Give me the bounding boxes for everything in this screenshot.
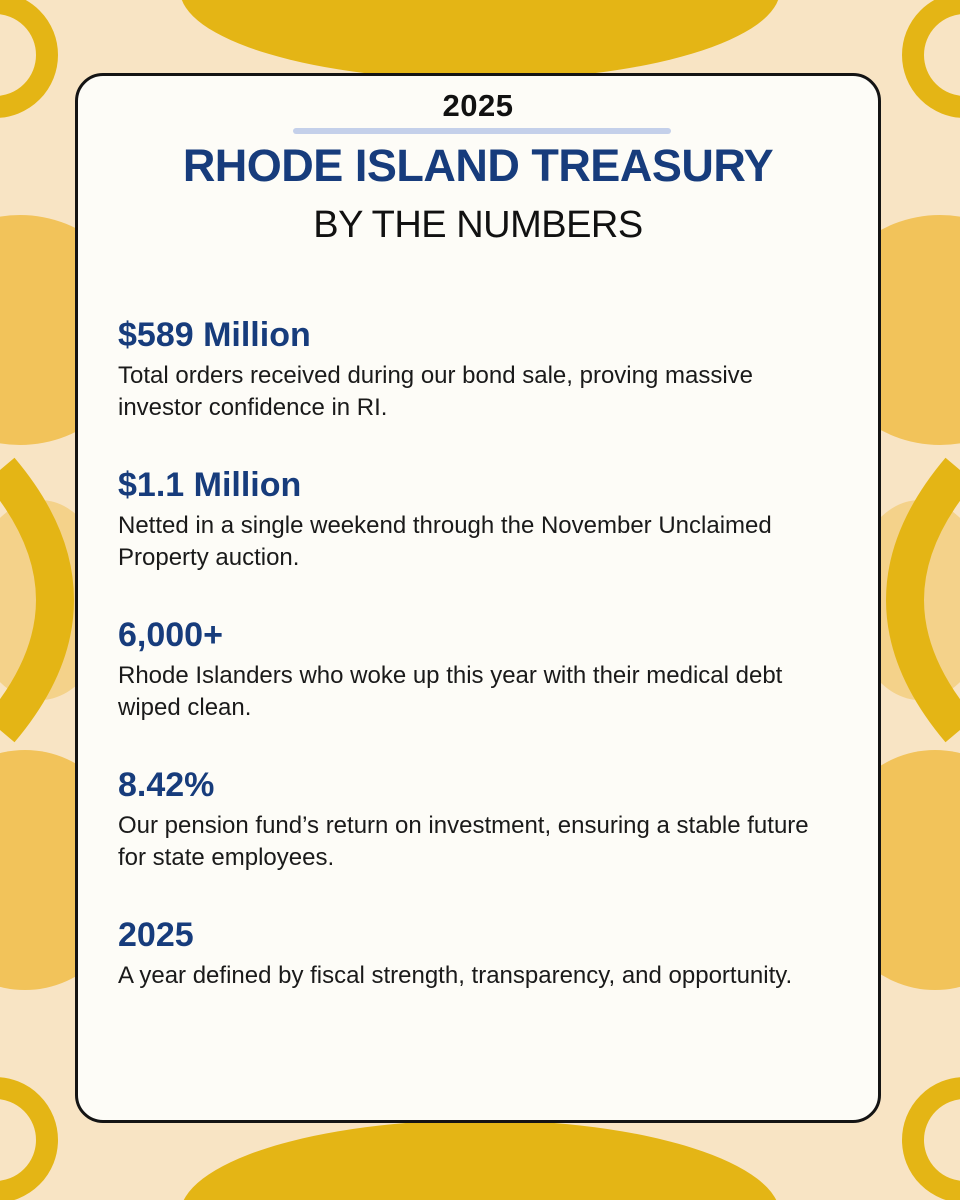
info-card: [75, 73, 881, 1123]
stat-value: 8.42%: [118, 766, 215, 804]
stat-description: A year defined by fiscal strength, transparency, and opportunity.: [118, 962, 793, 989]
stat-value: 2025: [118, 916, 194, 954]
page-subtitle: BY THE NUMBERS: [313, 204, 643, 246]
stat-item: [118, 614, 848, 764]
stat-value: 6,000+: [118, 616, 223, 654]
stat-item: [118, 464, 848, 614]
stat-description: Rhode Islanders who woke up this year with their medical debt wiped clean.: [118, 662, 783, 721]
stat-item: [118, 914, 848, 1064]
header-year: 2025: [442, 88, 514, 123]
header-divider: [293, 128, 671, 134]
stat-description: Netted in a single weekend through the November Unclaimed Property auction.: [118, 512, 772, 571]
stat-item: [118, 764, 848, 914]
stats-list: [118, 314, 848, 1064]
stat-value: $589 Million: [118, 316, 311, 354]
stat-value: $1.1 Million: [118, 466, 302, 504]
page-title: RHODE ISLAND TREASURY: [182, 140, 774, 191]
stat-description: Total orders received during our bond sale, proving massive investor confidence in RI.: [118, 362, 754, 421]
stat-item: [118, 314, 848, 464]
stat-description: Our pension fund’s return on investment, ensuring a stable future for state employees.: [118, 812, 809, 871]
